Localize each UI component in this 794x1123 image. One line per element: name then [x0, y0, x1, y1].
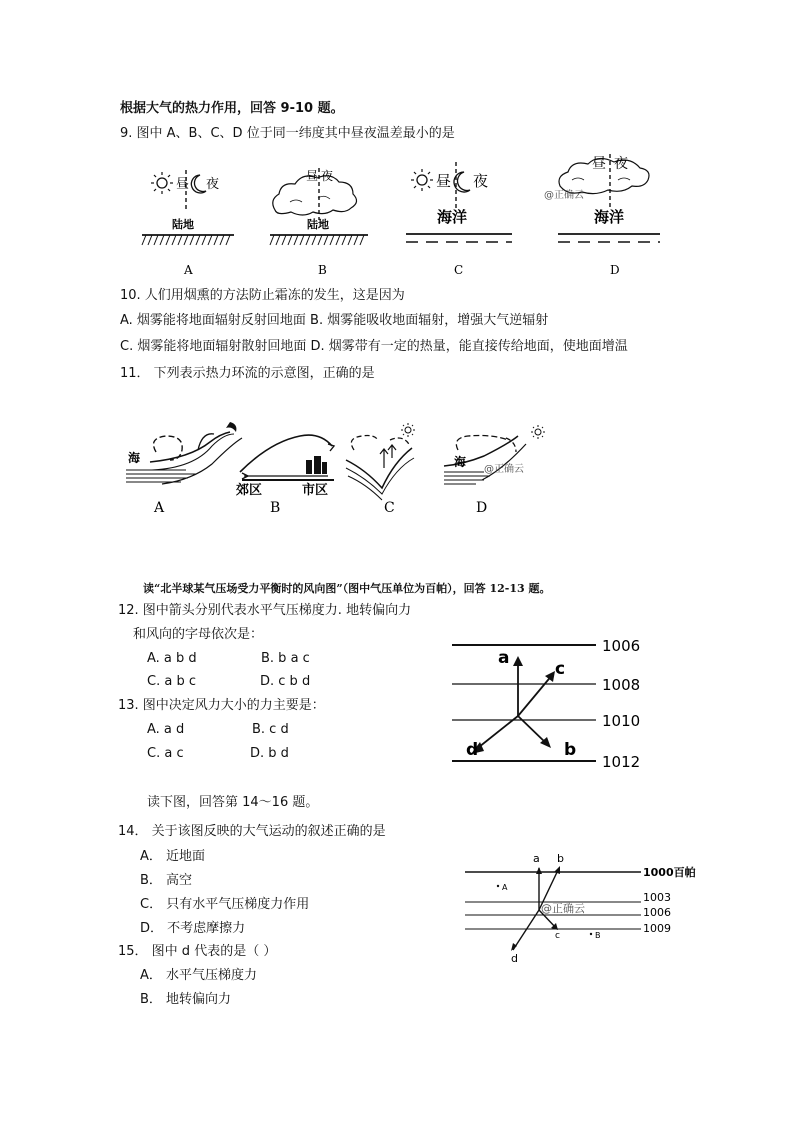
arrow-label-c: c — [555, 931, 560, 941]
q12-option-a[interactable]: A. a b d — [147, 651, 197, 666]
city-label: 市区 — [302, 483, 329, 498]
section1-intro: 根据大气的热力作用，回答 9-10 题。 — [120, 101, 344, 116]
q11-stem: 11． 下列表示热力环流的示意图，正确的是 — [120, 366, 375, 381]
surface-label: 海洋 — [437, 208, 468, 226]
day-label: 昼 — [592, 156, 606, 172]
sea-label: 海 — [128, 451, 141, 465]
sun-icon — [151, 172, 173, 194]
isobar-label: 1010 — [602, 712, 641, 730]
suburb-label: 郊区 — [236, 483, 263, 498]
fig-letter-a: A — [154, 500, 165, 516]
day-label: 昼 — [176, 177, 190, 192]
isobar-figure-2 — [465, 852, 705, 972]
arrow-label-a: a — [533, 852, 540, 865]
night-label: 夜 — [206, 177, 220, 192]
fig-letter-d: D — [476, 500, 488, 516]
q9-fig-a — [142, 170, 234, 245]
q12-stem2: 和风向的字母依次是： — [133, 627, 264, 642]
fig-letter-a: A — [184, 263, 193, 277]
day-label: 昼 — [436, 172, 452, 190]
watermark: @正确云 — [541, 902, 585, 915]
surface-label: 陆地 — [172, 218, 194, 231]
q10-options-line2: C. 烟雾能将地面辐射散射回地面 D. 烟雾带有一定的热量，能直接传给地面，使地面增温 — [120, 339, 628, 354]
sun-icon — [411, 169, 433, 191]
arrow-label-b: b — [564, 740, 577, 760]
q12-option-b[interactable]: B. b a c — [261, 651, 310, 666]
q10-options-line1: A. 烟雾能将地面辐射反射回地面 B. 烟雾能吸收地面辐射，增强大气逆辐射 — [120, 313, 549, 328]
isobar-label: 1000百帕 — [643, 866, 696, 879]
q14-option-c[interactable]: C． 只有水平气压梯度力作用 — [140, 897, 310, 912]
day-label: 昼 — [306, 169, 319, 183]
arrow-label-d: d — [466, 740, 479, 760]
surface-label: 海洋 — [594, 208, 625, 226]
isobar-label: 1006 — [643, 906, 671, 919]
isobar-label: 1006 — [602, 637, 641, 655]
q13-option-a[interactable]: A. a d — [147, 722, 185, 737]
q12-option-d[interactable]: D. c b d — [260, 674, 311, 689]
moon-icon — [454, 172, 470, 192]
night-label: 夜 — [473, 172, 489, 190]
moon-icon — [226, 422, 236, 432]
q9-fig-c — [406, 162, 512, 242]
q13-stem: 13. 图中决定风力大小的力主要是： — [118, 698, 325, 713]
isobar-label: 1012 — [602, 753, 641, 771]
q14-stem: 14． 关于该图反映的大气运动的叙述正确的是 — [118, 824, 386, 839]
night-label: 夜 — [321, 169, 334, 183]
q12-stem1: 12. 图中箭头分别代表水平气压梯度力. 地转偏向力 — [118, 603, 412, 618]
point-label-b: B — [595, 931, 601, 940]
isobar-label: 1008 — [602, 676, 641, 694]
section3-intro: 读下图，回答第 14～16 题。 — [147, 795, 319, 810]
fig-letter-c: C — [454, 263, 464, 277]
point-label-a: A — [502, 883, 508, 892]
q9-fig-d — [544, 154, 660, 242]
section2-intro: 读“北半球某气压场受力平衡时的风向图”（图中气压单位为百帕），回答 12-13 题。 — [143, 582, 551, 595]
fig-letter-d: D — [610, 263, 620, 277]
watermark: @正确云 — [544, 190, 584, 201]
sun-icon — [531, 425, 545, 439]
fig-letter-b: B — [318, 263, 327, 277]
q13-option-b[interactable]: B. c d — [252, 722, 289, 737]
arrow-label-b: b — [557, 852, 564, 865]
isobar-label: 1009 — [643, 922, 671, 935]
isobar-label: 1003 — [643, 891, 671, 904]
fig-letter-c: C — [384, 500, 395, 516]
q11-fig-d — [444, 425, 545, 484]
q14-option-b[interactable]: B． 高空 — [140, 873, 193, 888]
q10-stem: 10. 人们用烟熏的方法防止霜冻的发生，这是因为 — [120, 288, 405, 303]
q9-fig-b — [270, 168, 368, 245]
q13-option-d[interactable]: D. b d — [250, 746, 289, 761]
q13-option-c[interactable]: C. a c — [147, 746, 184, 761]
watermark: @正确云 — [484, 464, 524, 475]
arrow-label-a: a — [498, 648, 510, 668]
q11-figure — [122, 410, 582, 520]
q11-fig-b — [236, 435, 334, 498]
isobar-figure-1 — [452, 636, 652, 776]
moon-icon — [191, 175, 206, 193]
fig-letter-b: B — [270, 500, 281, 516]
surface-label: 陆地 — [307, 218, 329, 231]
q11-fig-a — [126, 422, 242, 484]
arrow-label-d: d — [511, 952, 518, 965]
q15-option-a[interactable]: A． 水平气压梯度力 — [140, 968, 258, 983]
q9-stem: 9. 图中 A、B、C、D 位于同一纬度其中昼夜温差最小的是 — [120, 126, 455, 141]
q14-option-a[interactable]: A． 近地面 — [140, 849, 206, 864]
sun-icon — [401, 423, 415, 437]
q15-option-b[interactable]: B． 地转偏向力 — [140, 992, 232, 1007]
q11-fig-c — [346, 423, 415, 500]
q12-option-c[interactable]: C. a b c — [147, 674, 196, 689]
q14-option-d[interactable]: D． 不考虑摩擦力 — [140, 921, 246, 936]
q9-figure — [120, 150, 680, 290]
q15-stem: 15． 图中 d 代表的是（ ） — [118, 944, 277, 959]
arrow-label-c: c — [555, 659, 566, 679]
sea-label: 海 — [454, 455, 467, 469]
night-label: 夜 — [614, 156, 628, 172]
